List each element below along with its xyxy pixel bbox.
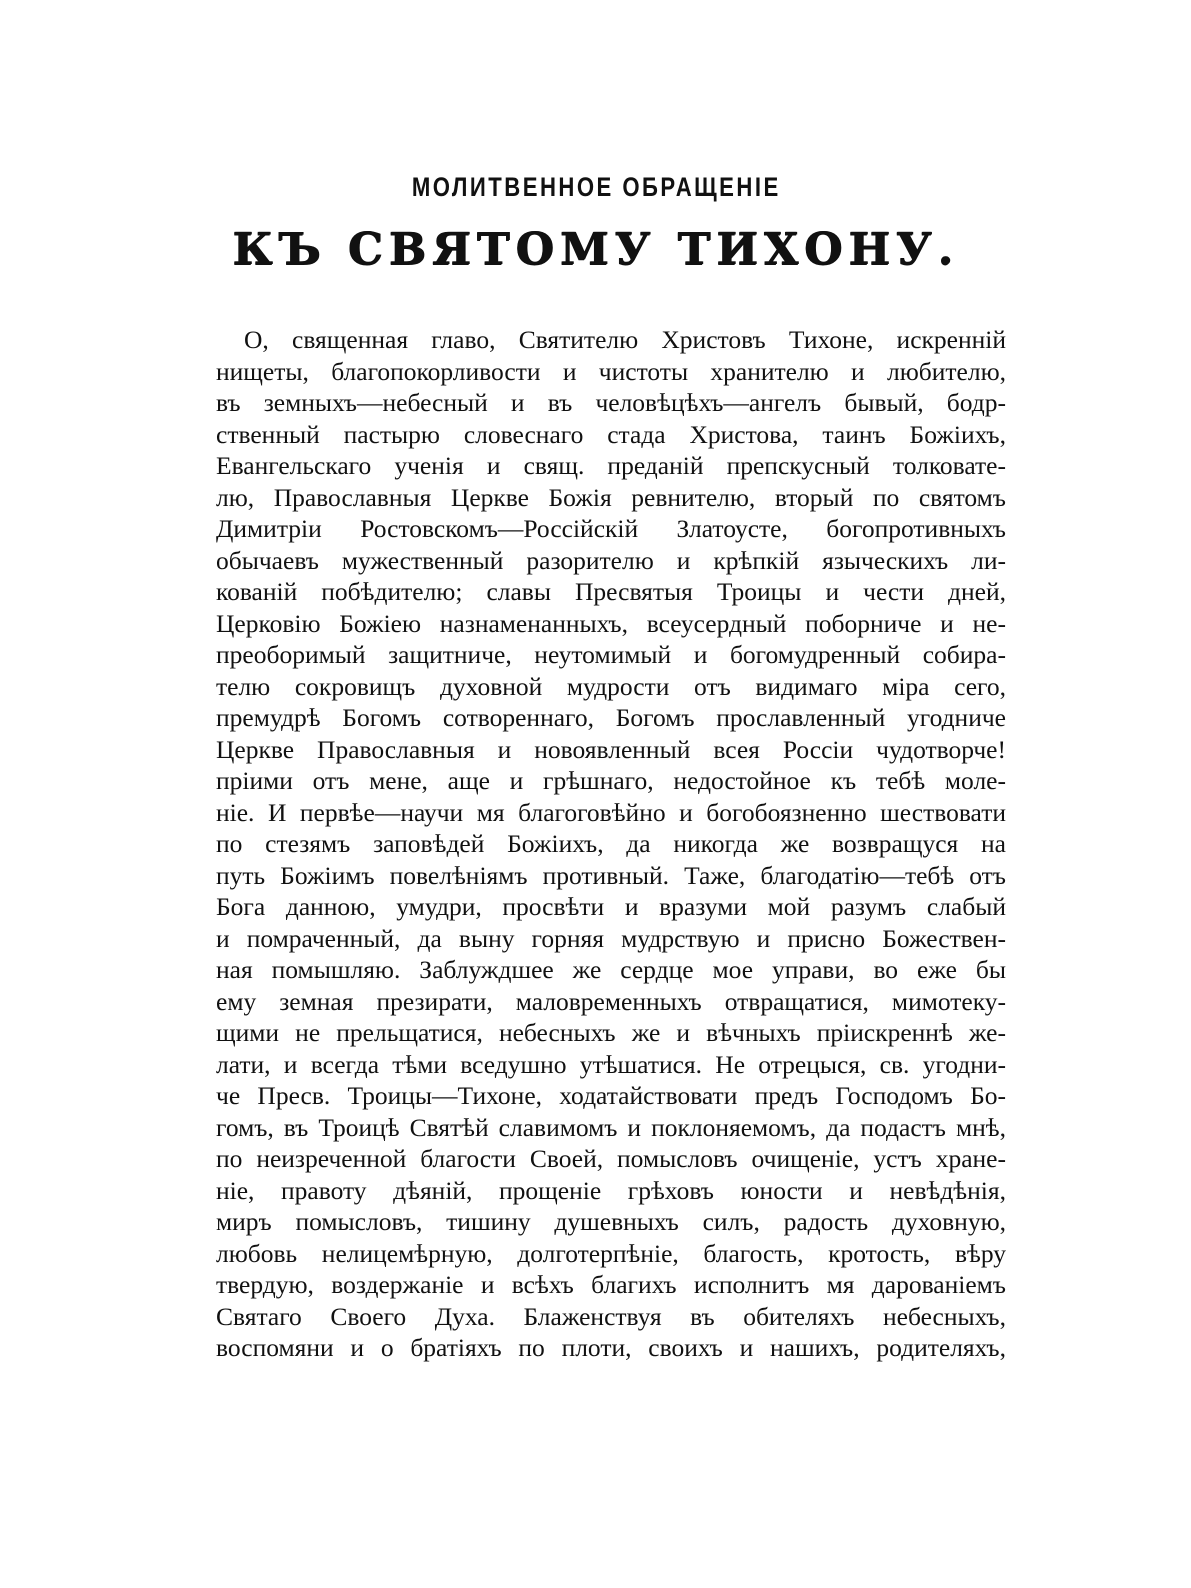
text-line: путь Божіимъ повелѣніямъ противный. Таже, благодатію—тебѣ отъ bbox=[216, 860, 1006, 890]
text-line: по стезямъ заповѣдей Божіихъ, да никогда же возвращуся на bbox=[216, 829, 1006, 858]
text-line: ніе, правоту дѣяній, прощеніе грѣховъ юности и невѣдѣнія, bbox=[216, 1175, 1006, 1205]
text-line: Церковію Божіею назнаменанныхъ, всеусердный поборниче и не- bbox=[216, 608, 1006, 638]
text-line: обычаевъ мужественный разорителю и крѣпкій языческихъ ли- bbox=[216, 545, 1006, 575]
text-line: Святаго Своего Духа. Блаженствуя въ обителяхъ небесныхъ, bbox=[216, 1301, 1006, 1331]
text-line: лати, и всегда тѣми вседушно утѣшатися. Не отрецыся, св. угодни- bbox=[216, 1049, 1006, 1079]
text-line: О, священная главо, Святителю Христовъ Тихоне, искренній bbox=[244, 325, 1006, 354]
text-line: ніе. И первѣе—научи мя благоговѣйно и богобоязненно шествовати bbox=[216, 797, 1006, 827]
text-line: лю, Православныя Церкве Божія ревнителю, вторый по святомъ bbox=[216, 482, 1006, 512]
heading-prayer-address: МОЛИТВЕННОЕ ОБРАЩЕНІЕ bbox=[411, 172, 781, 202]
text-line: въ земныхъ—небесный и въ человѣцѣхъ—ангелъ бывый, бодр- bbox=[216, 388, 1006, 417]
text-line: ему земная презирати, маловременныхъ отвращатися, мимотеку- bbox=[216, 986, 1006, 1016]
text-line: гомъ, въ Троицѣ Святѣй славимомъ и поклоняемомъ, да подастъ мнѣ, bbox=[216, 1112, 1006, 1142]
heading-saint-tikhon: КЪ СВЯТОМУ ТИХОНУ. bbox=[232, 224, 959, 275]
prayer-text bbox=[216, 324, 1006, 1364]
text-line: че Пресв. Троицы—Тихоне, ходатайствовати предъ Господомъ Бо- bbox=[216, 1081, 1006, 1110]
text-line: премудрѣ Богомъ сотвореннаго, Богомъ прославленный угодниче bbox=[216, 703, 1006, 732]
text-line: пріими отъ мене, аще и грѣшнаго, недостойное къ тебѣ моле- bbox=[216, 766, 1006, 795]
text-line: ственный пастырю словеснаго стада Христова, таинъ Божіихъ, bbox=[216, 419, 1006, 449]
text-line: и помраченный, да выну горняя мудрствую и присно Божествен- bbox=[216, 923, 1006, 953]
text-line: щими не прельщатися, небесныхъ же и вѣчныхъ пріискреннѣ же- bbox=[216, 1018, 1006, 1047]
text-line: Церкве Православныя и новоявленный всея Россіи чудотворче! bbox=[216, 734, 1006, 764]
text-line: Евангельскаго ученія и свящ. преданій препскусный толковате- bbox=[216, 451, 1006, 480]
text-line: кованій побѣдителю; славы Пресвятыя Троицы и чести дней, bbox=[216, 577, 1006, 606]
text-line: миръ помысловъ, тишину душевныхъ силъ, радость духовную, bbox=[216, 1207, 1006, 1236]
text-line: Димитріи Ростовскомъ—Россійскій Златоусте, богопротивныхъ bbox=[216, 514, 1006, 543]
text-line: твердую, воздержаніе и всѣхъ благихъ исполнитъ мя дарованіемъ bbox=[216, 1270, 1006, 1299]
text-line: Бога данною, умудри, просвѣти и вразуми мой разумъ слабый bbox=[216, 892, 1006, 921]
text-line: телю сокровищъ духовной мудрости отъ видимаго міра сего, bbox=[216, 671, 1006, 701]
text-line: ная помышляю. Заблуждшее же сердце мое управи, во еже бы bbox=[216, 955, 1006, 984]
text-line: нищеты, благопокорливости и чистоты хранителю и любителю, bbox=[216, 356, 1006, 386]
text-line: воспомяни и о братіяхъ по плоти, своихъ и нашихъ, родителяхъ, bbox=[216, 1333, 1006, 1362]
text-line: по неизреченной благости Своей, помысловъ очищеніе, устъ хране- bbox=[216, 1144, 1006, 1173]
text-line: любовь нелицемѣрную, долготерпѣніе, благость, кротость, вѣру bbox=[216, 1238, 1006, 1268]
text-line: преоборимый защитниче, неутомимый и богомудренный собира- bbox=[216, 640, 1006, 669]
